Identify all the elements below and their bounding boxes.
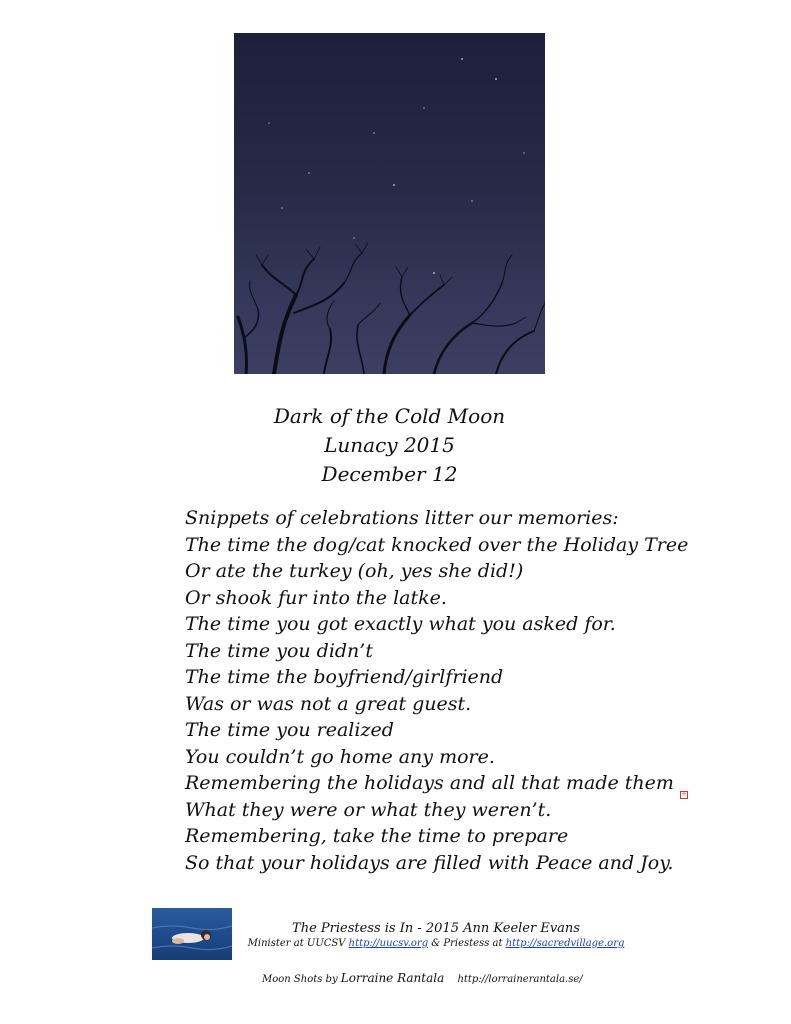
photo-credit xyxy=(262,971,583,985)
tree-silhouette xyxy=(234,33,545,374)
sacredvillage-link[interactable]: http://sacredvillage.org xyxy=(505,938,625,949)
swimmer-photo xyxy=(152,908,232,960)
title-line: December 12 xyxy=(321,462,458,486)
anchor-marker-icon[interactable]: + xyxy=(681,791,687,798)
poem-line: Or ate the turkey (oh, yes she did!) xyxy=(185,560,524,582)
footer-links xyxy=(236,937,636,951)
poem-line: Or shook fur into the latke. xyxy=(185,586,447,609)
poem xyxy=(185,505,689,876)
poem-line: You couldn’t go home any more. xyxy=(185,745,495,768)
title-line: Dark of the Cold Moon xyxy=(273,404,506,428)
uucsv-link[interactable]: http://uucsv.org xyxy=(348,938,429,949)
poem-line: The time you realized xyxy=(185,719,394,741)
minister-label: Minister at UUCSV xyxy=(247,938,346,949)
title-block xyxy=(234,402,545,489)
title-line: Lunacy 2015 xyxy=(324,433,455,457)
footer xyxy=(236,920,636,951)
footer-attribution: The Priestess is In - 2015 Ann Keeler Evans xyxy=(292,921,580,936)
poem-line: Snippets of celebrations litter our memories: xyxy=(185,507,619,529)
swimmer-illustration xyxy=(152,908,232,960)
poem-line: Remembering the holidays and all that made them xyxy=(185,772,674,794)
poem-line: So that your holidays are filled with Peace and Joy. xyxy=(185,851,674,874)
priestess-label: & Priestess at xyxy=(431,938,503,949)
night-sky-photo xyxy=(234,33,545,374)
poem-line: The time you didn’t xyxy=(185,639,373,662)
poem-line: The time you got exactly what you asked for. xyxy=(185,613,616,635)
photographer-name: Lorraine Rantala xyxy=(340,971,445,985)
poem-line: Was or was not a great guest. xyxy=(185,692,472,715)
poem-line: The time the boyfriend/girlfriend xyxy=(185,666,504,688)
poem-line: Remembering, take the time to prepare xyxy=(185,825,569,847)
credit-prefix: Moon Shots by xyxy=(262,974,338,985)
poem-line: What they were or what they weren’t. xyxy=(185,798,552,821)
poem-line: The time the dog/cat knocked over the Holiday Tree xyxy=(185,533,689,556)
photographer-url: http://lorrainerantala.se/ xyxy=(457,974,583,985)
